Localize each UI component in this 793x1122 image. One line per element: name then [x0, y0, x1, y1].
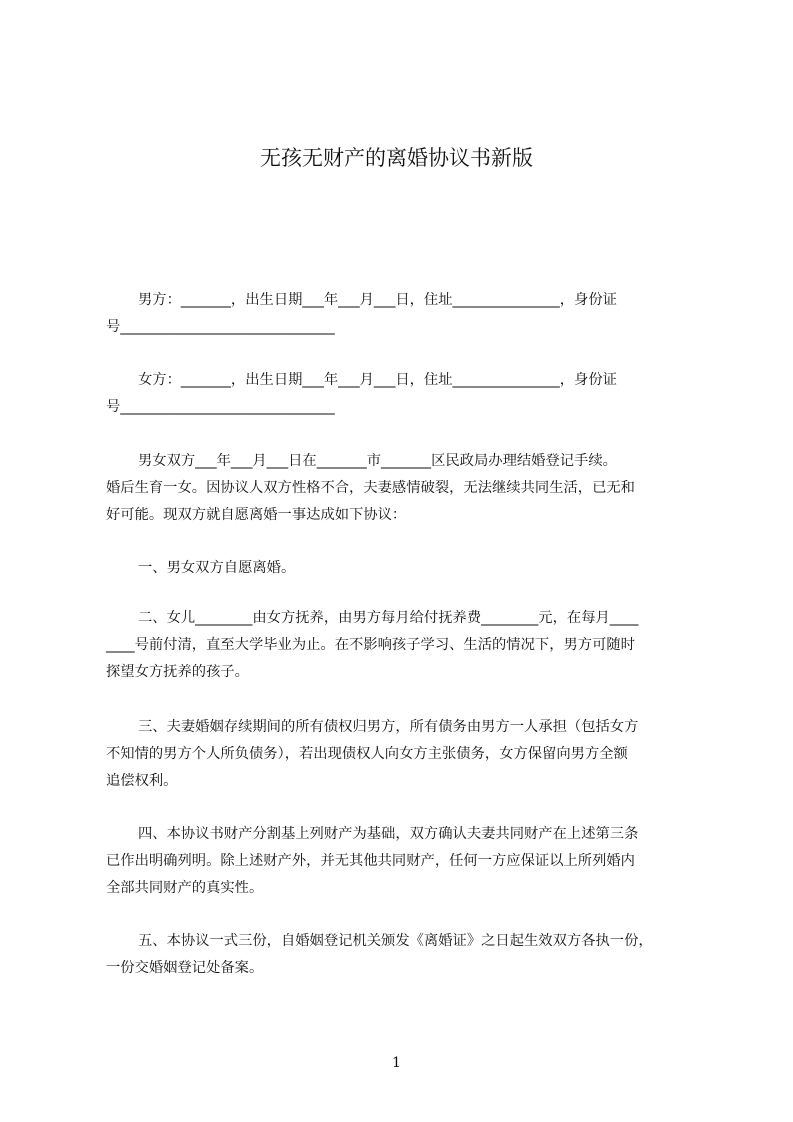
paragraph-line: 好可能。现双方就自愿离婚一事达成如下协议： — [106, 507, 407, 523]
paragraph-line: 男方：_______，出生日期___年___月___日，住址_______________，身份证 — [138, 292, 617, 308]
paragraph-line: 一份交婚姻登记处备案。 — [106, 960, 264, 976]
paragraph-wife — [106, 367, 702, 421]
paragraph-line: 号______________________________ — [106, 319, 335, 335]
paragraph-line: 一、男女双方自愿离婚。 — [138, 560, 296, 576]
paragraph-line: 二、女儿________由女方抚养，由男方每月给付抚养费________元，在每月____ — [138, 610, 639, 626]
paragraph-line: 已作出明确列明。除上述财产外，并无其他共同财产，任何一方应保证以上所列婚内 — [106, 853, 635, 869]
paragraph-line: 女方：_______，出生日期___年___月___日，住址_______________，身份证 — [138, 372, 617, 388]
paragraph-clause-1 — [106, 555, 702, 582]
paragraph-clause-4 — [106, 821, 702, 902]
paragraph-line: 探望女方抚养的孩子。 — [106, 664, 249, 680]
paragraph-husband — [106, 287, 702, 341]
paragraph-line: 号______________________________ — [106, 399, 335, 415]
paragraph-line: 婚后生育一女。因协议人双方性格不合，夫妻感情破裂，无法继续共同生活，已无和 — [106, 480, 635, 496]
paragraph-line: 追偿权利。 — [106, 773, 178, 789]
paragraph-line: 全部共同财产的真实性。 — [106, 880, 264, 896]
paragraph-line: 五、本协议一式三份，自婚姻登记机关颁发《离婚证》之日起生效双方各执一份， — [138, 933, 653, 949]
page-number: 1 — [392, 1055, 401, 1071]
paragraph-line: 三、夫妻婚姻存续期间的所有债权归男方，所有债务由男方一人承担（包括女方 — [138, 719, 639, 735]
paragraph-clause-2 — [106, 605, 702, 686]
paragraph-clause-5 — [106, 928, 702, 982]
paragraph-line: 男女双方___年___月___日在_______市_______区民政局办理结婚登记手续。 — [138, 453, 617, 469]
document-title: 无孩无财产的离婚协议书新版 — [260, 146, 533, 170]
paragraph-marriage — [106, 448, 702, 529]
paragraph-line: ____号前付清，直至大学毕业为止。在不影响孩子学习、生活的情况下，男方可随时 — [106, 637, 635, 653]
paragraph-line: 四、本协议书财产分割基上列财产为基础，双方确认夫妻共同财产在上述第三条 — [138, 826, 639, 842]
paragraph-line: 不知情的男方个人所负债务），若出现债权人向女方主张债务，女方保留向男方全额 — [106, 746, 628, 762]
paragraph-clause-3 — [106, 714, 702, 795]
